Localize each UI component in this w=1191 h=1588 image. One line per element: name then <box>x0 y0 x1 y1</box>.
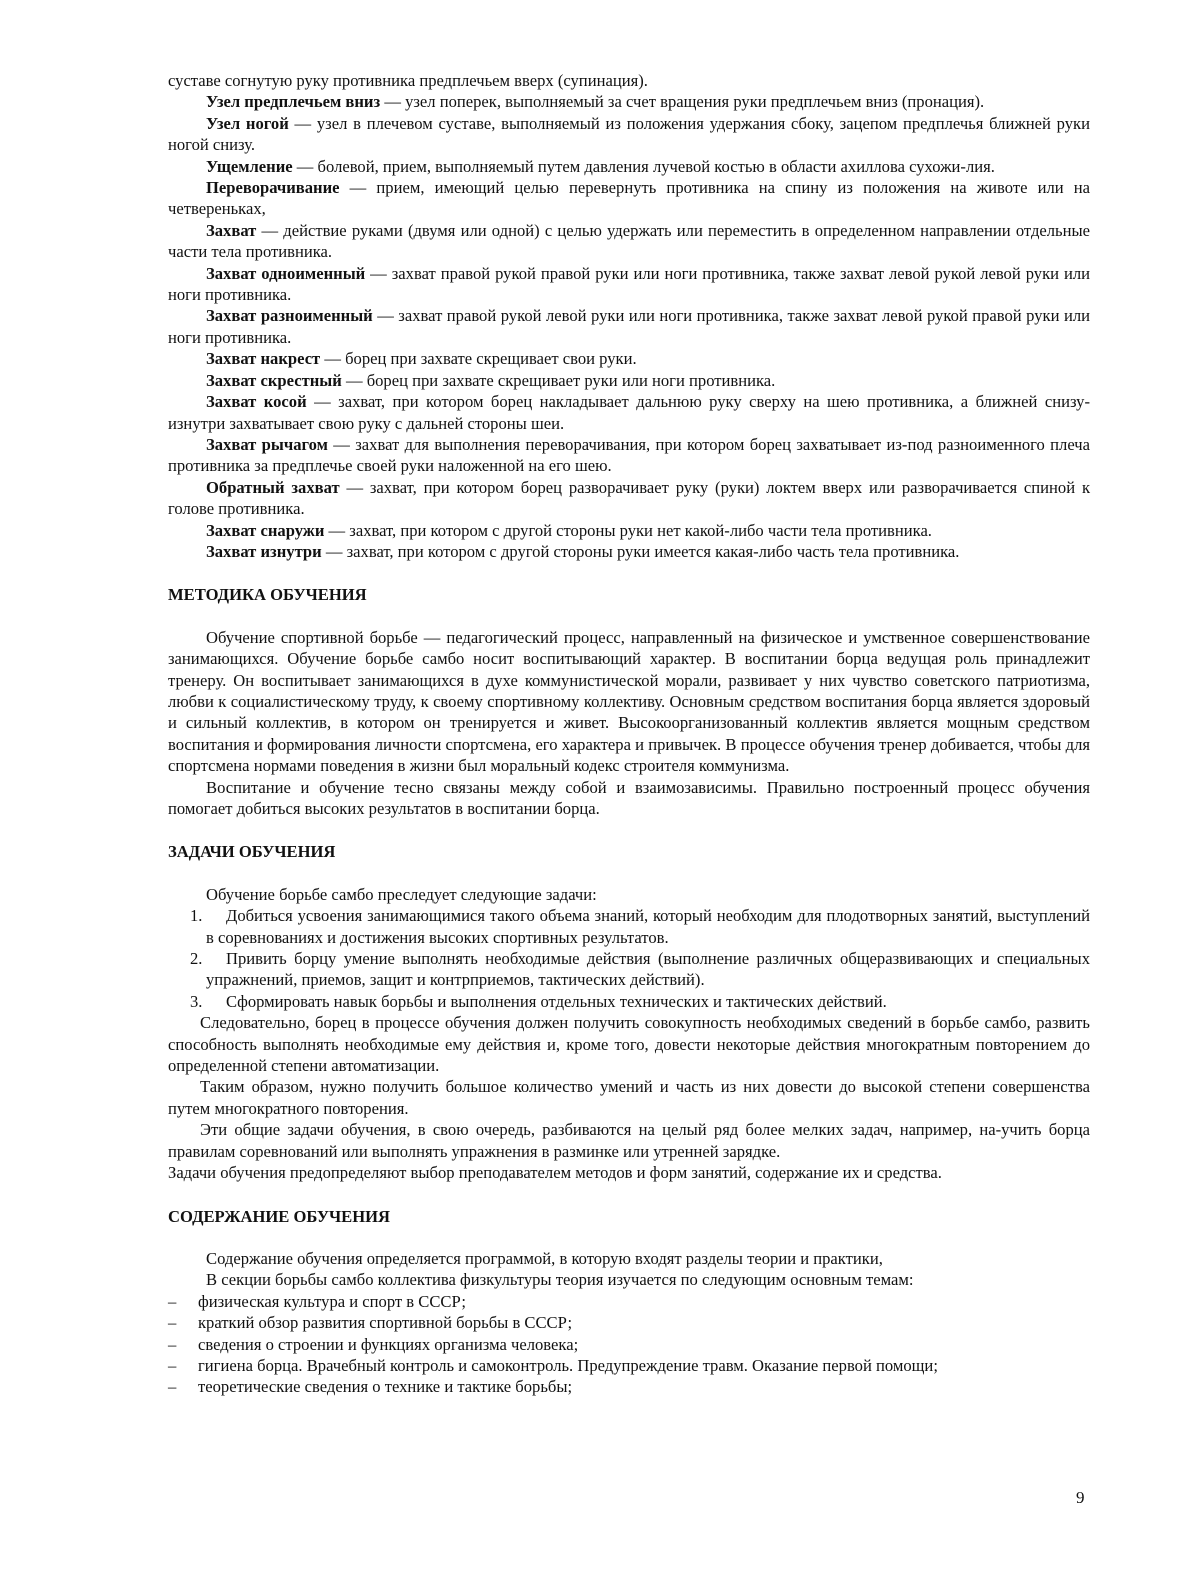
definition-text: — действие руками (двумя или одной) с целью удержать или переместить в определенном направлении отдельные части тела противника. <box>168 220 1090 262</box>
definition-text: — захват, при котором борец разворачивает руку (руки) локтем вверх или разворачивается спиной к голове противника. <box>168 477 1091 519</box>
definition-term: Захват разноименный <box>206 306 373 326</box>
definition <box>168 156 1090 177</box>
paragraph: Задачи обучения предопределяют выбор преподавателем методов и форм занятий, содержание их и средства. <box>168 1163 942 1183</box>
definition-term: Ущемление <box>206 156 293 176</box>
dash-marker: – <box>168 1291 177 1311</box>
paragraph: Обучение спортивной борьбе — педагогический процесс, направленный на физическое и умственное совершенствование занимающихся. Обучение борьбе самбо носит воспитывающий характер. В воспитании борца ведущая роль принадлежит тренеру. Он воспитывает занимающихся в духе коммунистической морали, развивает у них чувство советского патриотизма, любви к социалистическому труду, к своему спортивному коллективу. Основным средством воспитания борца является здоровый и сильный коллектив, в котором он тренируется и живет. Высокоорганизованный коллектив является мощным средством воспитания и формирования личности спортсмена, его характера и привычек. В процессе обучения тренер добивается, чтобы для спортсмена нормами поведения в жизни был моральный кодекс строителя коммунизма. <box>168 627 1090 776</box>
paragraph: Эти общие задачи обучения, в свою очередь, разбиваются на целый ряд более мелких задач, например, на-учить борца правилам соревнований или выполнять упражнения в разминке или утренней зарядке. <box>168 1120 1090 1161</box>
topic-list <box>168 1291 1090 1398</box>
definition-term: Захват скрестный <box>206 370 342 390</box>
paragraph: Воспитание и обучение тесно связаны между собой и взаимозависимы. Правильно построенный процесс обучения помогает добиться высоких результатов в воспитании борца. <box>168 777 1090 818</box>
numbered-item <box>168 948 1090 991</box>
section-heading-method: МЕТОДИКА ОБУЧЕНИЯ <box>168 585 367 605</box>
definition-text: — захват, при котором борец накладывает дальнюю руку сверху на шею противника, а ближней снизу-изнутри захватывает свою руку с дальней стороны шеи. <box>168 392 1090 433</box>
dash-marker: – <box>168 1377 177 1397</box>
item-text: Привить борцу умение выполнять необходимые действия (выполнение различных общеразвивающих и специальных упражнений, приемов, защит и контрприемов, тактических действий). <box>206 949 1090 990</box>
item-number: 1. <box>190 906 203 926</box>
definitions-list <box>168 91 1090 562</box>
definition-text: — болевой, прием, выполняемый путем давления лучевой костью в области ахиллова сухожи-лия. <box>292 156 995 176</box>
list-item <box>168 1376 1090 1397</box>
definition <box>168 541 1090 562</box>
page-number: 9 <box>1076 1488 1085 1507</box>
definition <box>168 348 1090 369</box>
dash-marker: – <box>168 1355 177 1375</box>
definition <box>168 434 1090 477</box>
section-heading-tasks: ЗАДАЧИ ОБУЧЕНИЯ <box>168 842 336 862</box>
intro-line: суставе согнутую руку противника предплечьем вверх (супинация). <box>168 71 648 90</box>
definition-term: Узел ногой <box>206 113 289 133</box>
list-item-text: краткий обзор развития спортивной борьбы в СССР; <box>198 1313 573 1333</box>
item-number: 2. <box>190 949 203 969</box>
definition <box>168 477 1090 520</box>
list-item-text: теоретические сведения о технике и тактике борьбы; <box>198 1377 573 1397</box>
definition-term: Захват одноименный <box>206 263 366 283</box>
definition-term: Узел предплечьем вниз <box>206 92 381 112</box>
definition-term: Захват изнутри <box>206 541 322 561</box>
definition <box>168 391 1090 434</box>
list-item <box>168 1291 1090 1312</box>
definition-term: Захват снаружи <box>206 520 325 540</box>
item-number: 3. <box>190 991 203 1011</box>
item-text: Сформировать навык борьбы и выполнения отдельных технических и тактических действий. <box>226 991 887 1011</box>
definition-term: Захват рычагом <box>206 434 328 454</box>
definition-text: — узел поперек, выполняемый за счет вращения руки предплечьем вниз (пронация). <box>380 92 985 112</box>
definition <box>168 263 1090 306</box>
definition <box>168 520 1090 541</box>
item-text: Добиться усвоения занимающимися такого объема знаний, который необходим для плодотворных занятий, выступлений в соревнованиях и достижения высоких спортивных результатов. <box>206 906 1090 947</box>
list-item <box>168 1312 1090 1333</box>
dash-marker: – <box>168 1334 177 1354</box>
list-item <box>168 1334 1090 1355</box>
definition <box>168 370 1090 391</box>
paragraph: Обучение борьбе самбо преследует следующие задачи: <box>206 884 597 904</box>
definition-term: Захват <box>206 220 257 240</box>
definition <box>168 305 1090 348</box>
paragraph: Содержание обучения определяется программой, в которую входят разделы теории и практики, <box>206 1248 883 1268</box>
document-page <box>168 70 1090 1398</box>
paragraph: Следовательно, борец в процессе обучения должен получить совокупность необходимых сведений в борьбе самбо, развить способность выполнять необходимые ему действия и, кроме того, довести некоторые действия многократным повторением до определенной степени автоматизации. <box>168 1013 1090 1076</box>
definition-text: — захват для выполнения переворачивания, при котором борец захватывает из-под разноименного плеча противника за предплечье своей руки наложенной на его шею. <box>168 434 1090 476</box>
definition-text: — прием, имеющий целью перевернуть противника на спину из положения на животе или на четвереньках, <box>168 178 1090 219</box>
definition-text: — захват, при котором с другой стороны руки нет какой-либо части тела противника. <box>324 520 932 540</box>
definition-term: Захват косой <box>206 392 307 412</box>
definition-text: — захват правой рукой правой руки или ноги противника, также захват левой рукой левой руки или ноги противника. <box>168 263 1091 305</box>
paragraph: Таким образом, нужно получить большое количество умений и часть из них довести до высокой степени совершенства путем многократного повторения. <box>168 1077 1090 1118</box>
definition-term: Переворачивание <box>206 178 340 198</box>
dash-marker: – <box>168 1313 177 1333</box>
definition-text: — борец при захвате скрещивает руки или ноги противника. <box>341 370 776 390</box>
definition <box>168 113 1090 156</box>
list-item-text: физическая культура и спорт в СССР; <box>198 1291 466 1311</box>
definition <box>168 177 1090 220</box>
definition-term: Захват накрест <box>206 349 321 369</box>
list-item <box>168 1355 1090 1376</box>
definition-text: — захват правой рукой левой руки или ноги противника, также захват левой рукой правой руки или ноги противника. <box>168 306 1090 347</box>
list-item-text: гигиена борца. Врачебный контроль и самоконтроль. Предупреждение травм. Оказание первой помощи; <box>198 1355 938 1375</box>
paragraph: В секции борьбы самбо коллектива физкультуры теория изучается по следующим основным темам: <box>206 1270 914 1290</box>
definition <box>168 91 1090 112</box>
definition-term: Обратный захват <box>206 477 340 497</box>
numbered-item <box>168 905 1090 948</box>
numbered-item <box>168 991 1090 1012</box>
section-heading-content: СОДЕРЖАНИЕ ОБУЧЕНИЯ <box>168 1206 391 1226</box>
list-item-text: сведения о строении и функциях организма человека; <box>198 1334 579 1354</box>
definition <box>168 220 1090 263</box>
definition-text: — борец при захвате скрещивает свои руки. <box>320 349 637 369</box>
definition-text: — захват, при котором с другой стороны руки имеется какая-либо часть тела противника. <box>321 541 960 561</box>
definition-text: — узел в плечевом суставе, выполняемый из положения удержания сбоку, зацепом предплечья ближней руки ногой снизу. <box>168 113 1090 155</box>
